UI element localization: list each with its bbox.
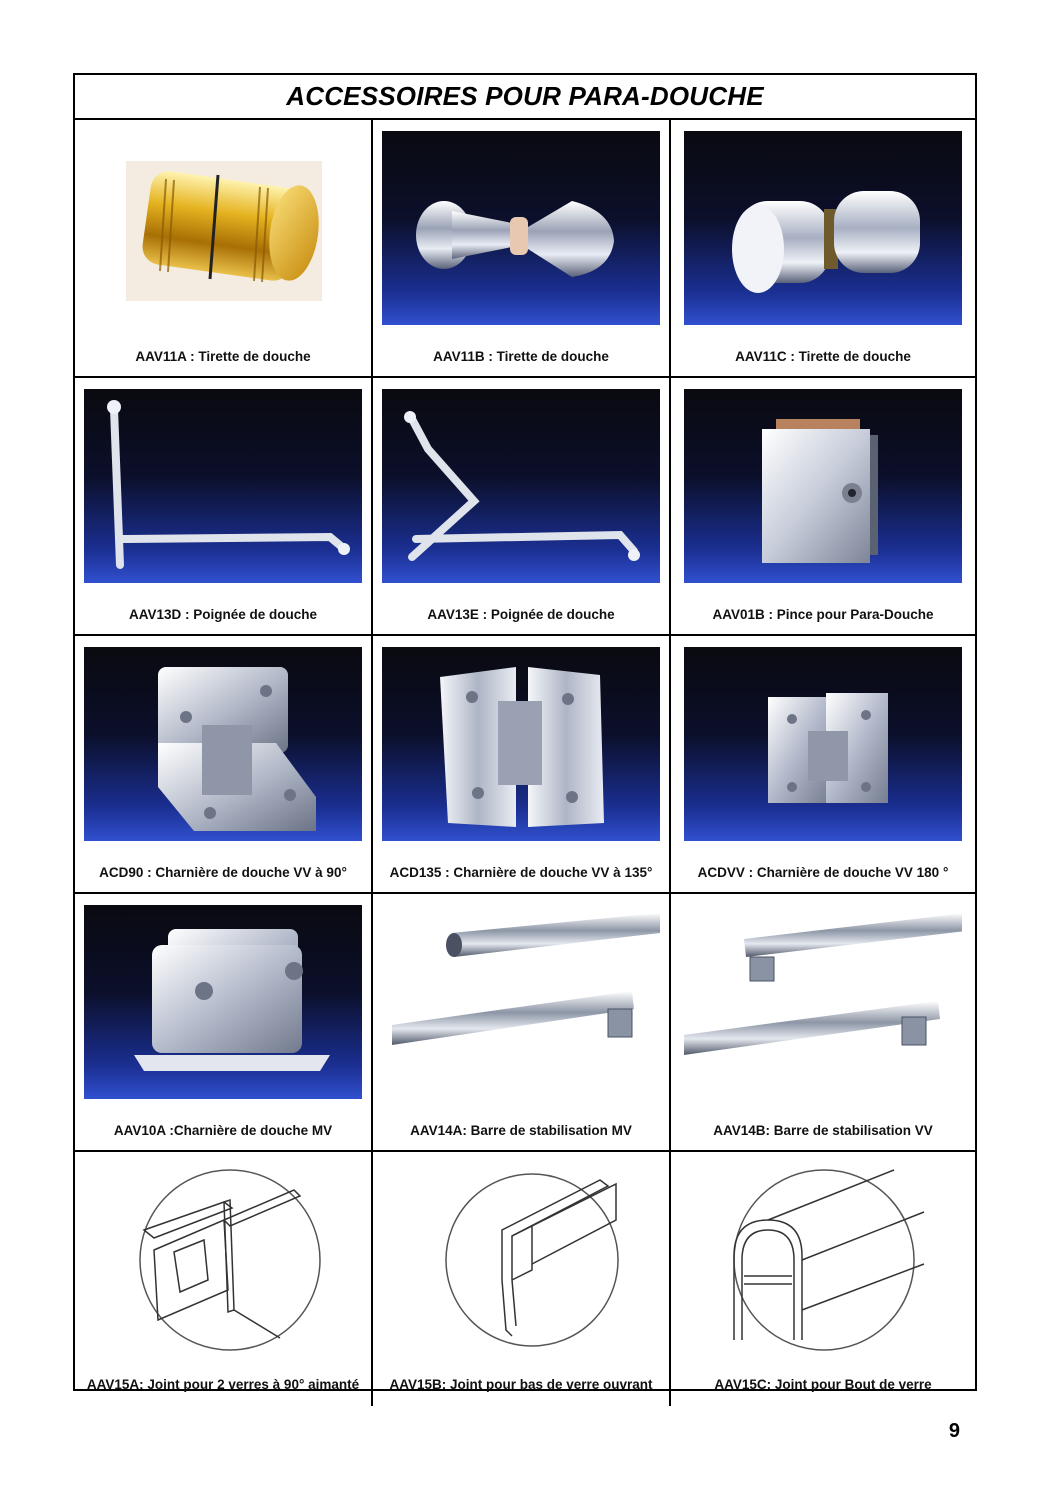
seal-profile-90-icon [84, 1160, 362, 1354]
wall-hinge-icon [84, 905, 362, 1099]
product-label: AAV11A : Tirette de douche [135, 348, 311, 364]
product-label: AAV11B : Tirette de douche [433, 348, 609, 364]
hinge-135-icon [382, 647, 660, 841]
title-row [75, 75, 975, 120]
hinge-180-icon [684, 647, 962, 841]
chrome-round-knob-icon [684, 131, 962, 325]
product-cell [373, 894, 671, 1152]
product-cell [671, 894, 975, 1152]
glass-clamp-icon [684, 389, 962, 583]
product-grid-last-row [75, 1152, 975, 1406]
page-number: 9 [948, 1420, 960, 1442]
product-label: AAV13E : Poignée de douche [427, 606, 615, 622]
product-label: AAV14B: Barre de stabilisation VV [713, 1122, 933, 1138]
hinge-90-icon [84, 647, 362, 841]
product-grid [75, 120, 975, 1152]
product-label: AAV10A :Charnière de douche MV [113, 1122, 333, 1138]
v-shaped-handle-icon [382, 389, 660, 583]
chrome-knob-pair-icon [382, 131, 660, 325]
product-label: ACD135 : Charnière de douche VV à 135° [389, 864, 653, 880]
product-label: AAV15C: Joint pour Bout de verre [714, 1376, 932, 1392]
product-label: AAV15A: Joint pour 2 verres à 90° aimanté [86, 1376, 360, 1392]
product-label: AAV11C : Tirette de douche [735, 348, 911, 364]
product-cell [671, 120, 975, 378]
product-catalog-table [73, 73, 977, 1391]
product-label: AAV13D : Poignée de douche [128, 606, 318, 622]
product-cell [671, 378, 975, 636]
product-cell [671, 1152, 975, 1406]
product-cell [75, 120, 373, 378]
l-shaped-handle-icon [84, 389, 362, 583]
seal-profile-bottom-icon [382, 1160, 660, 1354]
product-label: AAV14A: Barre de stabilisation MV [410, 1122, 632, 1138]
product-label: ACDVV : Charnière de douche VV 180 ° [697, 864, 949, 880]
product-cell [75, 636, 373, 894]
product-label: ACD90 : Charnière de douche VV à 90° [99, 864, 347, 880]
product-cell [75, 378, 373, 636]
product-cell [75, 894, 373, 1152]
stabilisation-bar-vv-icon [684, 905, 962, 1099]
product-cell [373, 120, 671, 378]
product-cell [75, 1152, 373, 1406]
gold-door-knob-icon [84, 131, 362, 325]
product-cell [373, 636, 671, 894]
product-cell [373, 378, 671, 636]
product-cell [671, 636, 975, 894]
product-label: AAV01B : Pince pour Para-Douche [712, 606, 934, 622]
page-title: ACCESSOIRES POUR PARA-DOUCHE [286, 81, 764, 111]
product-cell [373, 1152, 671, 1406]
stabilisation-bar-mv-icon [382, 905, 660, 1099]
product-label: AAV15B: Joint pour bas de verre ouvrant [389, 1376, 653, 1392]
seal-profile-end-icon [684, 1160, 962, 1354]
